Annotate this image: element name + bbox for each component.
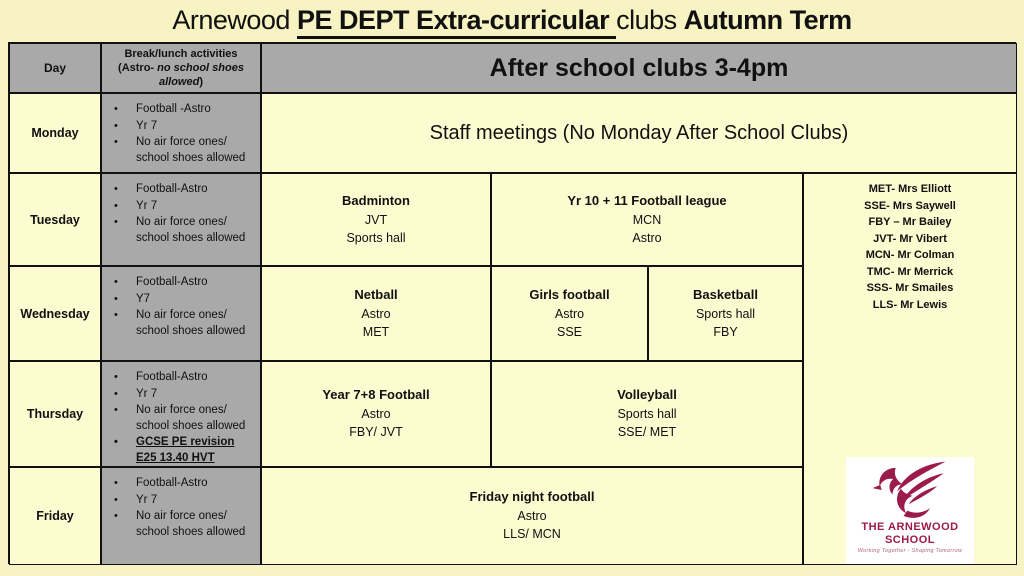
staff-key-entry: SSE- Mrs Saywell xyxy=(864,199,956,212)
club-cell-girls-football xyxy=(491,266,648,361)
day-cell-monday: Monday xyxy=(9,93,101,173)
day-cell-thursday: Thursday xyxy=(9,361,101,467)
title-prefix: Arnewood xyxy=(172,5,297,35)
club-name: Friday night football xyxy=(469,489,595,505)
list-item: • Yr 7 xyxy=(114,119,256,135)
list-item: • Football -Astro xyxy=(114,102,256,118)
staff-key-entry: LLS- Mr Lewis xyxy=(872,298,948,311)
list-item: • Football-Astro xyxy=(114,182,256,198)
day-cell-wednesday: Wednesday xyxy=(9,266,101,361)
club-cell-football-league xyxy=(491,173,803,266)
title-term: Autumn Term xyxy=(683,5,852,35)
club-staff: SSE xyxy=(556,324,582,339)
club-venue: Astro xyxy=(517,509,547,524)
column-header-after-school: After school clubs 3-4pm xyxy=(261,43,1017,93)
staff-key-entry: SSS- Mr Smailes xyxy=(866,282,954,294)
list-item: • Yr 7 xyxy=(114,493,256,509)
club-name: Year 7+8 Football xyxy=(322,387,430,403)
staff-key-entry: JVT- Mr Vibert xyxy=(873,232,947,245)
club-staff: JVT xyxy=(364,212,388,227)
monday-after-school-note: Staff meetings (No Monday After School Clubs) xyxy=(261,93,1017,173)
club-venue: Sports hall xyxy=(617,407,677,422)
club-cell-friday-night-football xyxy=(261,467,803,565)
clubs-table xyxy=(8,42,1016,564)
club-staff: MCN xyxy=(632,212,662,227)
list-item: • No air force ones/ school shoes allowed xyxy=(114,215,256,246)
break-cell-wednesday xyxy=(101,266,261,361)
club-cell-year78-football xyxy=(261,361,491,467)
school-logo xyxy=(846,457,974,565)
title-middle: clubs xyxy=(616,5,684,35)
list-item: • Y7 xyxy=(114,292,256,308)
break-cell-friday xyxy=(101,467,261,565)
list-item: • No air force ones/ school shoes allowed xyxy=(114,403,256,434)
club-venue: Sports hall xyxy=(346,230,406,245)
phoenix-logo-icon xyxy=(867,459,953,521)
column-header-day: Day xyxy=(9,43,101,93)
list-item: • Football-Astro xyxy=(114,370,256,386)
list-item: • Yr 7 xyxy=(114,199,256,215)
club-cell-netball xyxy=(261,266,491,361)
break-header-line1: Break/lunch activities xyxy=(124,47,238,60)
club-staff: LLS/ MCN xyxy=(503,527,561,542)
club-venue: Astro xyxy=(361,306,391,321)
gcse-revision-note: • GCSE PE revision E25 13.40 HVT xyxy=(114,435,256,466)
staff-key-entry: TMC- Mr Merrick xyxy=(866,265,954,278)
break-cell-tuesday xyxy=(101,173,261,266)
club-name: Netball xyxy=(354,286,398,302)
club-staff: FBY xyxy=(713,324,738,339)
list-item: • Football-Astro xyxy=(114,476,256,492)
list-item: • No air force ones/ school shoes allowed xyxy=(114,135,256,166)
break-header-line2: (Astro- no school shoes allowed) xyxy=(118,61,244,89)
club-name: Volleyball xyxy=(617,387,677,403)
club-staff: FBY/ JVT xyxy=(349,425,403,440)
break-cell-monday xyxy=(101,93,261,173)
club-cell-basketball xyxy=(648,266,803,361)
thursday-break-list xyxy=(102,362,260,466)
tuesday-break-list xyxy=(102,174,260,246)
staff-key-cell xyxy=(803,173,1017,565)
list-item: • No air force ones/ school shoes allowed xyxy=(114,509,256,540)
day-cell-tuesday: Tuesday xyxy=(9,173,101,266)
club-cell-volleyball xyxy=(491,361,803,467)
club-name: Girls football xyxy=(529,286,610,302)
monday-break-list xyxy=(102,94,260,166)
logo-tagline: Working Together - Shaping Tomorrow xyxy=(857,548,963,555)
club-name: Basketball xyxy=(692,286,759,302)
club-name: Badminton xyxy=(342,192,410,208)
day-cell-friday: Friday xyxy=(9,467,101,565)
club-venue: Astro xyxy=(554,306,585,321)
title-emphasis: PE DEPT Extra-curricular xyxy=(297,5,616,39)
column-header-break-lunch xyxy=(101,43,261,93)
wednesday-break-list xyxy=(102,267,260,339)
club-venue: Sports hall xyxy=(695,306,756,321)
club-venue: Astro xyxy=(632,230,662,245)
page-title xyxy=(0,5,1024,36)
club-name: Yr 10 + 11 Football league xyxy=(567,192,727,208)
staff-key-entry: FBY – Mr Bailey xyxy=(868,216,952,228)
club-staff: SSE/ MET xyxy=(617,425,677,440)
logo-school-name: THE ARNEWOOD SCHOOL xyxy=(861,521,959,546)
club-cell-badminton xyxy=(261,173,491,266)
staff-key-entry: MET- Mrs Elliott xyxy=(868,183,952,195)
list-item: • No air force ones/ school shoes allowed xyxy=(114,308,256,339)
staff-key-entry: MCN- Mr Colman xyxy=(865,249,955,261)
club-staff: MET xyxy=(362,324,390,339)
list-item: • Football-Astro xyxy=(114,275,256,291)
break-cell-thursday xyxy=(101,361,261,467)
friday-break-list xyxy=(102,468,260,540)
list-item: • Yr 7 xyxy=(114,387,256,403)
club-venue: Astro xyxy=(361,407,391,422)
